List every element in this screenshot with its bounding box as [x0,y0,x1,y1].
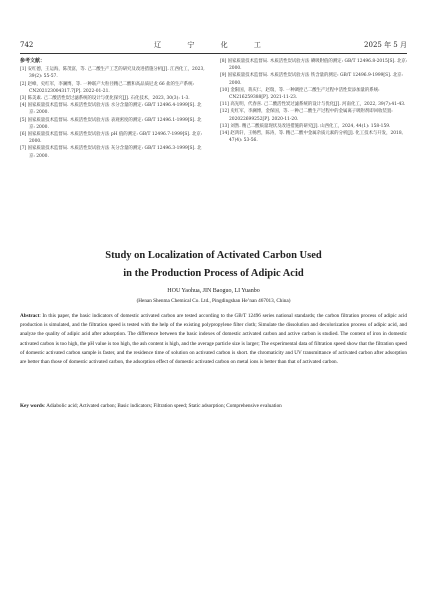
author-affiliation: (Henan Shenma Chemical Co. Ltd., Pingdingshan He’nan 467013, China) [136,298,291,304]
article-authors: HOU Yaohua, JIN Baoguo, LI Yuanbo [167,288,260,294]
reference-item: [7] 国家质量技术监督局. 木质活性炭试验方法 灰分含量的测定: GB/T 12496.3-1999[S]. 北京: 2000. [20,146,202,159]
reference-item: [9] 国家质量技术监督局. 木质活性炭试验方法 铁含量的测定: GB/T 12496.9-1999[S]. 北京: 2000. [220,73,403,86]
reference-item: [11] 高先明，代春喜. 己二酸活性炭过滤系统的设计与优化[J]. 河南化工，2022, 39(7):41-43. [220,102,406,108]
reference-item: [13] 刘然. 精己二酸质量现状及改进措施的研究[J]. 山西化工，2024, 44(1): 158-159. [220,123,391,129]
references-left-column [20,58,205,160]
issue-date: 2025 年 5 月 [364,41,407,49]
reference-item: [12] 史红军，李澜博，金保国，等. 一种己二酸生产过程中的金属离子吸附剂即回收装置: 202022699252[P]. 2020-11-20. [220,109,393,122]
reference-item: [5] 国家质量技术监督局. 木质活性炭试验方法 表观密度的测定: GB/T 12496.1-1999[S]. 北京: 2000. [20,117,202,130]
reference-item: [6] 国家质量技术监督局. 木质活性炭试验方法 pH 值的测定: GB/T 12496.7-1999[S]. 北京: 2000. [20,132,203,145]
reference-item: [4] 国家质量技术监督局. 木质活性炭试验方法 水分含量的测定: GB/T 12496.4-1999[S]. 北京: 2000. [20,103,202,116]
keywords-label: Key words [20,403,44,409]
abstract [20,312,407,367]
page-header [20,40,407,52]
journal-title: 辽 宁 化 工 [154,41,273,49]
page-number: 742 [20,41,34,49]
references-right-column [220,58,410,144]
reference-item: [2] 赵峰，史红军，李澜博，等. 一种联产大粒径精己二酸和高品质尼龙 66 盐的生产系统: CN202123004317.7[P]. 2022-01-21. [20,81,194,94]
article-title-line-2: in the Production Process of Adipic Acid [123,268,304,279]
reference-item: [14] 赵鸿轩，王畅哲，陈涛，等. 精己二酸中金属杂质元素的分析[J]. 化工技术与开发，2018, 47(4): 53-56. [220,131,404,144]
abstract-text: : In this paper, the basic indicators of domestic activated carbon are tested according to the GB/T 12496 series national standards; the carbon filtration process of adipic acid production is simulated, and the filtration speed is tested with the help of the existing polypropylene filter cloth; Simulate the dissolution and decolorization process of adipic acid, and analyze the quality of adipic acid after adsorption. The difference between the basic indexes of domestic activated carbon and active carbon is studied. The content of iron in domestic activated carbon is too high, the pH value is too high, the ash content is high, and the average particle size is larger; The experimental data of filtration speed show that the filtration speed of domestic activated carbon sample is faster, and the residence time of solution on activated carbon is short. the chromaticity and UV transmittance of activated carbon after adsorption are better than those of domestic activated carbon, the adsorption effect of domestic activated carbon on metal ions is better than that of activated carbon. [20,313,407,366]
reference-item: [10] 金限国，蒋庆仁，赵瑞，等. 一种调控己二酸生产过程中活性炭添加量的系统: CN216259388[P]. 2021-11-23. [220,87,380,101]
reference-item: [1] 安红德，王运海，陈茂富，等. 己二酸生产工艺的研究及改进措施分析[J]. 江西化工，2023, 39(2): 55-57. [20,67,205,80]
reference-item: [8] 国家质量技术监督局. 木质活性炭试验方法 碘吸附值的测定: GB/T 12496.8-2015[S]. 北京: 2000. [220,59,408,72]
keywords [20,402,407,411]
reference-item: [3] 陈美素. 己二酸活性炭过滤系统的设计与优化探究[J]. 石化技术，2023, 30(3): 1-3. [20,96,190,102]
header-divider [20,53,407,54]
article-title-line-1: Study on Localization of Activated Carbon Used [105,250,322,261]
keywords-text: : Adiabolic acid; Activated carbon; Basic indicators; Filtration speed; Static adsorption; Comprehensive evaluation [43,403,282,409]
abstract-label: Abstract [20,313,40,319]
references-heading: 参考文献： [20,58,46,64]
